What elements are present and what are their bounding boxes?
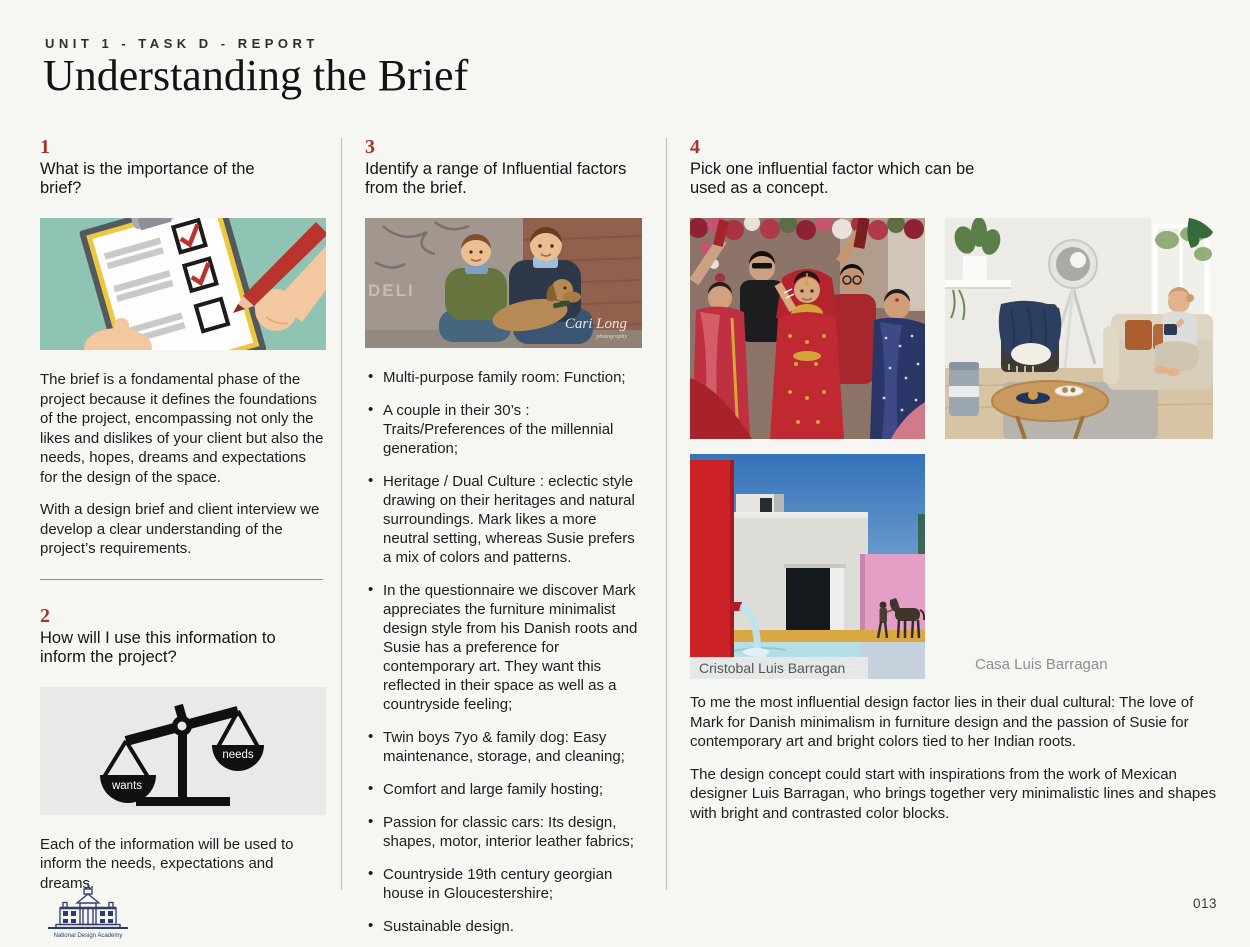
bullet-item: • Passion for classic cars: Its design, shapes, motor, interior leather fabrics;	[365, 813, 645, 851]
indian-wedding-graphic	[690, 218, 925, 439]
barragan-photo	[690, 454, 925, 679]
scale-wants-label: wants	[111, 779, 143, 792]
q4-paragraph: The design concept could start with inspirations from the work of Mexican designer Luis Barragan, who brings together very minimalistic lines and shapes with bright and contrasted color blocks.	[690, 765, 1217, 822]
scales-illustration	[40, 687, 326, 815]
question-3-number: 3	[365, 136, 375, 158]
question-2-number: 2	[40, 604, 50, 627]
column-3	[690, 135, 1220, 836]
column-divider	[341, 138, 342, 890]
svg-text:DELI: DELI	[368, 281, 415, 300]
bullet-item: • In the questionnaire we discover Mark appreciates the furniture minimalist design style from his Danish roots and Susie has a preference for contemporary art. They want this reflected in their space as well as a countryside feeling;	[365, 581, 645, 714]
barragan-row	[690, 454, 1220, 679]
checklist-clipboard-graphic	[40, 218, 326, 350]
scale-needs-label: needs	[222, 748, 254, 761]
academy-building-icon	[46, 882, 130, 940]
question-4-number: 4	[690, 136, 700, 158]
bullet-item: • Multi-purpose family room: Function;	[365, 368, 645, 387]
column-2	[365, 135, 645, 947]
q1-paragraph: With a design brief and client interview we develop a clear understanding of the project’s requirements.	[40, 501, 320, 557]
bullet-item: • Twin boys 7yo & family dog: Easy maintenance, storage, and cleaning;	[365, 728, 645, 766]
living-room-graphic	[945, 218, 1213, 439]
q1-paragraph: The brief is a fondamental phase of the project because it defines the foundations of the project, encompassing not only the likes and dislikes of your client but also the needs, hopes, dreams and expectations for the design of the space.	[40, 371, 324, 486]
bullet-item: • Countryside 19th century georgian house in Gloucestershire;	[365, 865, 645, 903]
bullet-item: • A couple in their 30’s : Traits/Preferences of the millennial generation;	[365, 401, 645, 458]
section-divider	[40, 579, 323, 580]
concept-photos-row	[690, 218, 1220, 439]
bullet-item: • Sustainable design.	[365, 917, 645, 936]
column-divider	[666, 138, 667, 890]
page-title: Understanding the Brief	[43, 51, 469, 100]
bullet-item: • Comfort and large family hosting;	[365, 780, 645, 799]
q2-paragraph: Each of the information will be used to inform the needs, expectations and dreams.	[40, 835, 294, 892]
question-3-heading: Identify a range of Influential factors from the brief.	[365, 160, 627, 197]
q4-paragraph: To me the most influential design factor lies in their dual cultural: The love of Mark for Danish minimalism in furniture design and the passion of Susie for contemporary art and bright colors tied to her Indian roots.	[690, 694, 1194, 750]
bullet-item: • Heritage / Dual Culture : eclectic style drawing on their heritages and natural surroundings. Mark likes a more neutral setting, whereas Susie prefers a mix of colors and patterns.	[365, 472, 645, 567]
question-4-heading: Pick one influential factor which can be used as a concept.	[690, 160, 975, 197]
page-number: 013	[1192, 896, 1217, 911]
living-room-photo	[945, 218, 1213, 439]
barragan-architecture-graphic	[690, 454, 925, 679]
question-1-heading: What is the importance of the brief?	[40, 160, 255, 197]
family-photo	[365, 218, 645, 348]
photo-watermark: Cari Long	[564, 316, 627, 332]
report-kicker: UNIT 1 - TASK D - REPORT	[45, 36, 319, 51]
barragan-caption-overlay: Cristobal Luis Barragan	[690, 657, 868, 679]
photo-watermark-sub: photography	[596, 334, 627, 340]
question-2-heading: How will I use this information to inform the project?	[40, 628, 276, 666]
academy-logo	[46, 882, 130, 940]
influential-factors-list	[365, 368, 645, 936]
wants-needs-scale-graphic	[40, 687, 326, 815]
family-photo-graphic	[365, 218, 642, 348]
column-1	[40, 135, 326, 906]
academy-logo-text: National Design Academy	[53, 933, 123, 939]
question-1-number: 1	[40, 136, 50, 158]
indian-wedding-photo	[690, 218, 925, 439]
barragan-caption-side: Casa Luis Barragan	[975, 656, 1108, 673]
checklist-illustration	[40, 218, 326, 350]
